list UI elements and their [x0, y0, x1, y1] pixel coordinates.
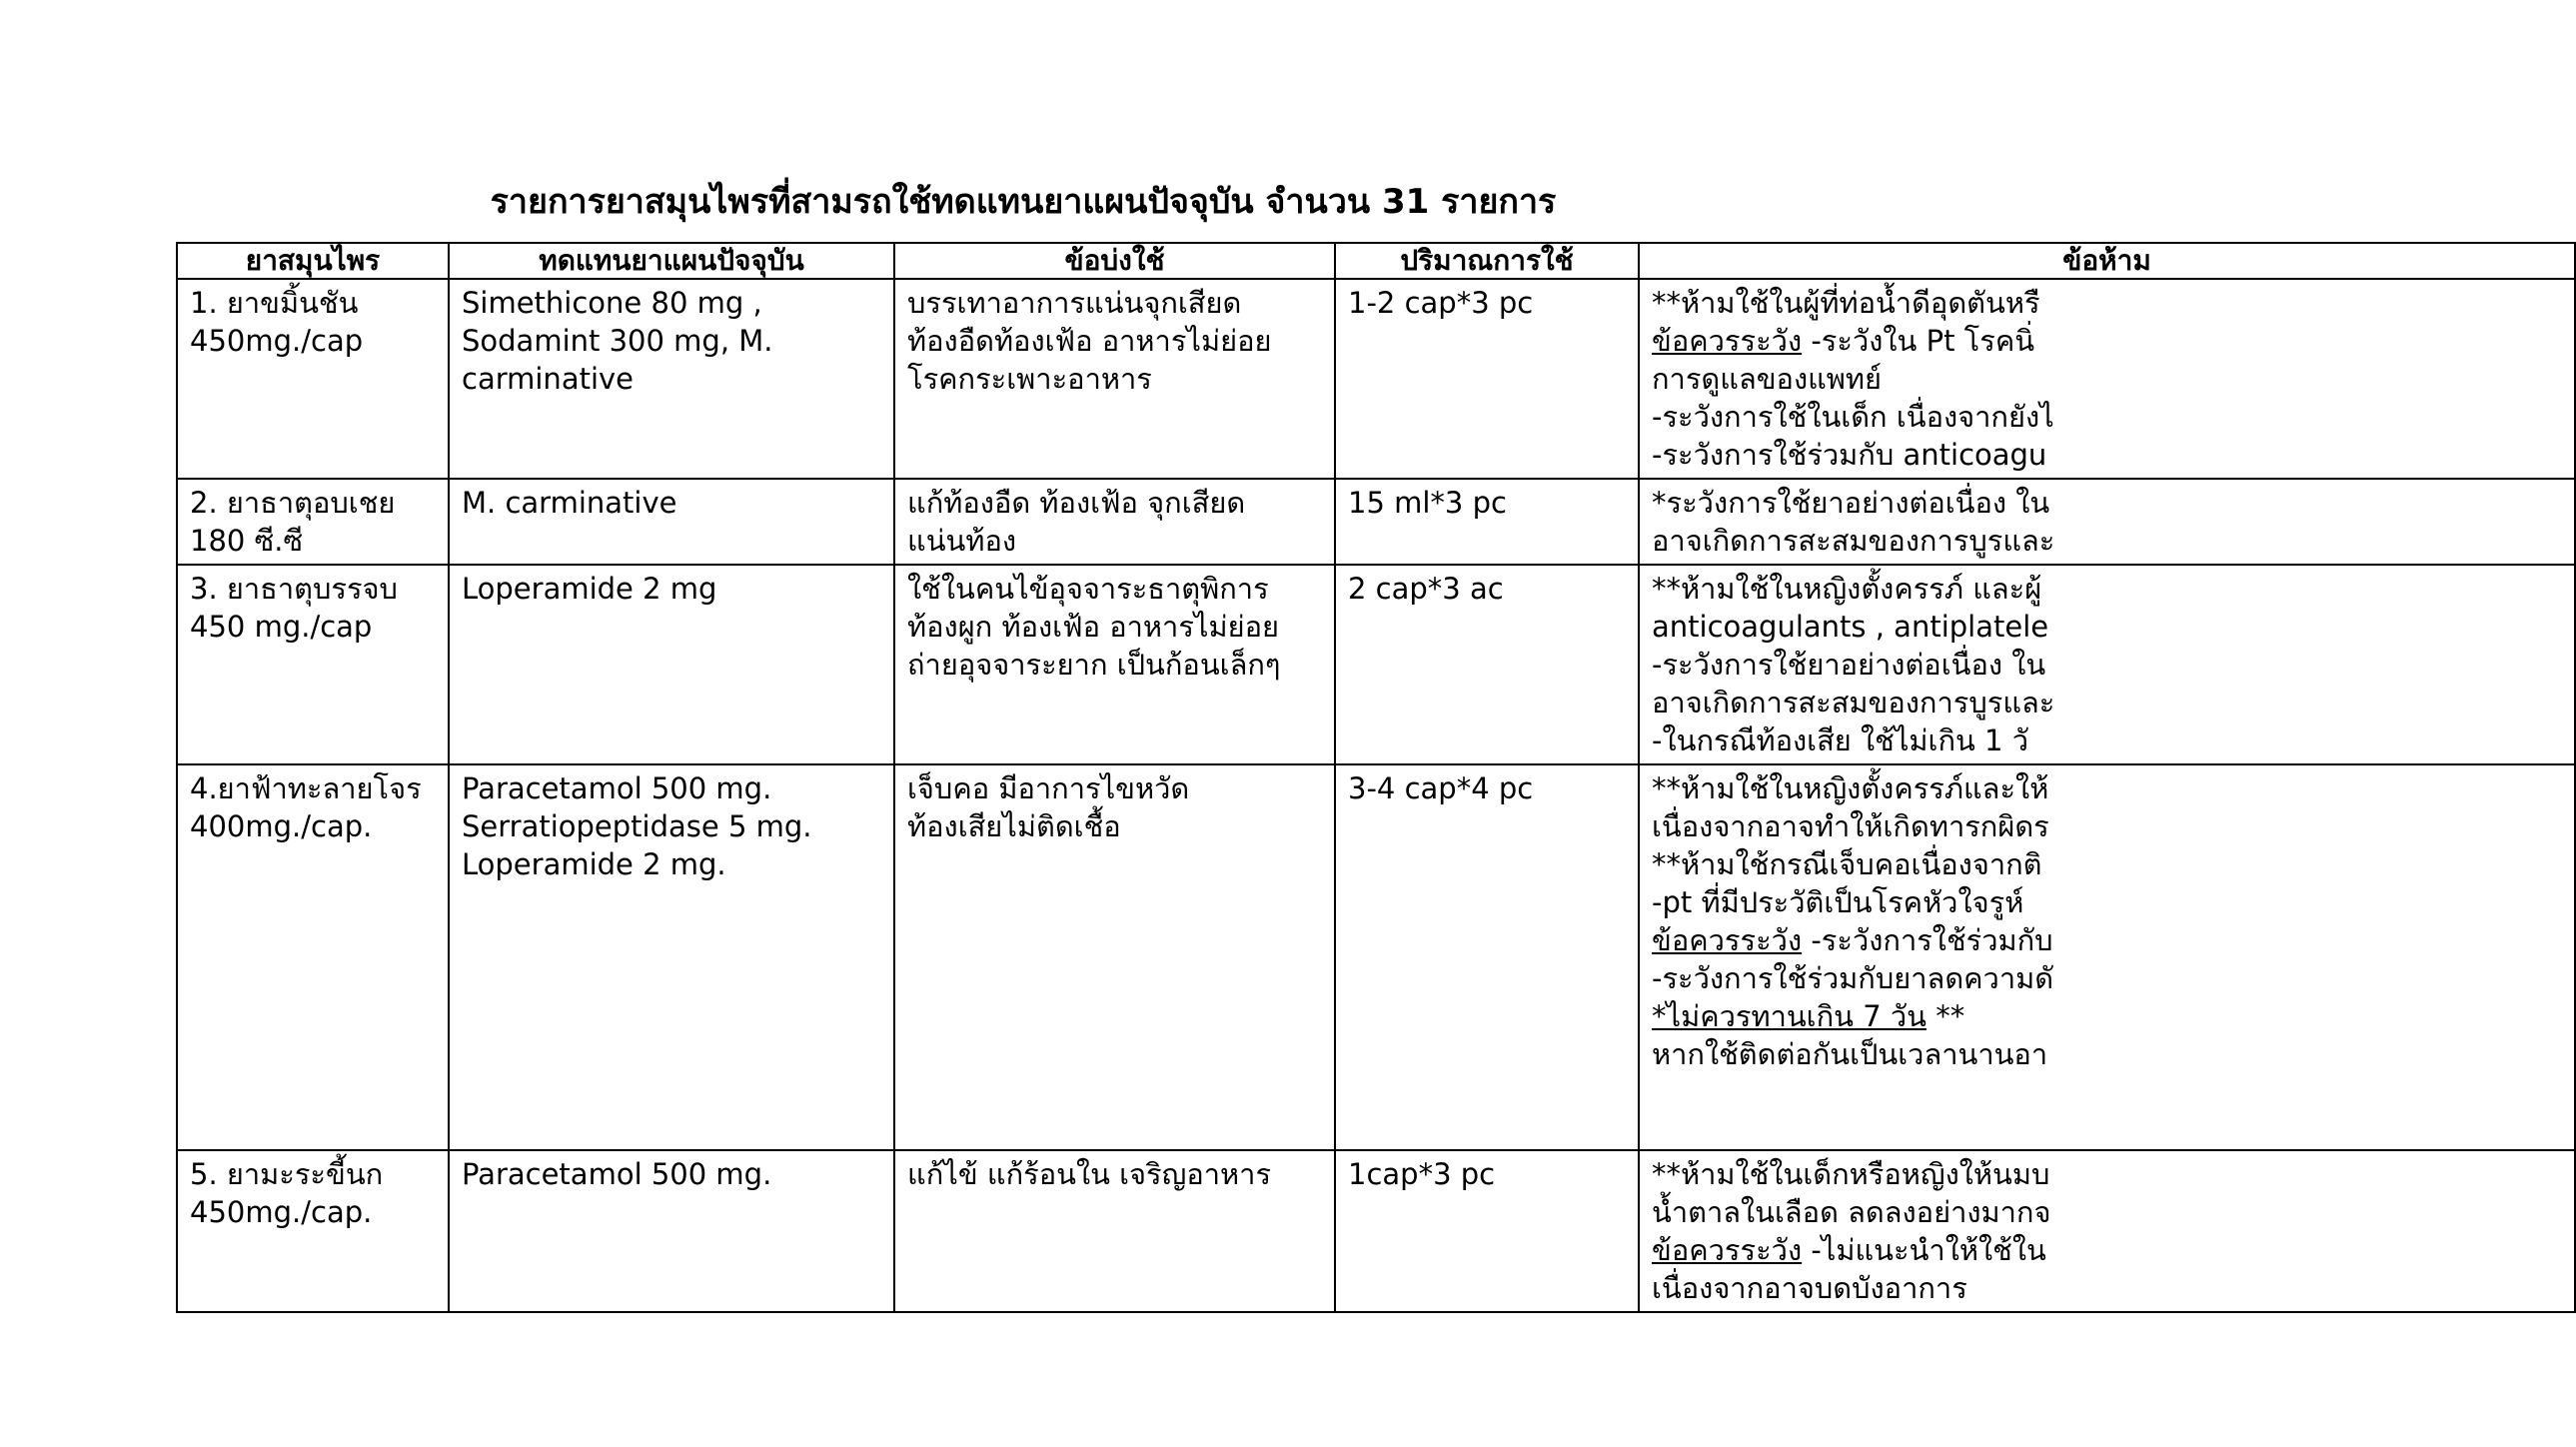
herb-cell-line: 400mg./cap.: [190, 809, 373, 843]
dosage-cell-line: 3-4 cap*4 pc: [1348, 771, 1534, 805]
indication-cell-line: ท้องผูก ท้องเฟ้อ อาหารไม่ย่อย: [907, 610, 1280, 644]
contraindication-text: *ระวังการใช้ยาอย่างต่อเนื่อง ใน: [1652, 486, 2050, 520]
indication-cell-line: แก้ไข้ แก้ร้อนใน เจริญอาหาร: [907, 1157, 1272, 1191]
contraindication-line: [1652, 1035, 2562, 1073]
dosage-cell: [1335, 565, 1639, 764]
contraindication-text: -ในกรณีท้องเสีย ใช้ไม่เกิน 1 วั: [1652, 724, 2029, 757]
contraindication-text: การดูแลของแพทย์: [1652, 362, 1883, 396]
contraindication-cell: [1639, 1150, 2575, 1312]
contraindication-line: [1652, 608, 2562, 646]
contraindication-line: [1652, 646, 2562, 684]
header-indication: ข้อบ่งใช้: [894, 243, 1335, 279]
contraindication-line: [1652, 959, 2562, 997]
indication-cell-line: บรรเทาอาการแน่นจุกเสียด: [907, 286, 1242, 320]
contraindication-line: [1652, 398, 2562, 436]
table-row: [177, 1150, 2575, 1312]
herb-cell: [177, 1150, 449, 1312]
table-row: [177, 764, 2575, 1150]
contraindication-text: อาจเกิดการสะสมของการบูรและ: [1652, 686, 2055, 720]
herb-cell-line: 2. ยาธาตุอบเชย: [190, 486, 396, 520]
caution-label: *ไม่ควรทานเกิน 7 วัน: [1652, 999, 1927, 1033]
indication-cell: [894, 479, 1335, 565]
indication-cell-line: แน่นท้อง: [907, 524, 1017, 558]
herb-cell: [177, 279, 449, 479]
dosage-cell: [1335, 1150, 1639, 1312]
contraindication-line: [1652, 484, 2562, 522]
contraindication-line: [1652, 322, 2562, 360]
herb-cell: [177, 479, 449, 565]
herb-cell-line: 180 ซี.ซี: [190, 524, 304, 558]
table-header-row: [177, 243, 2575, 279]
indication-cell: [894, 565, 1335, 764]
contraindication-line: [1652, 436, 2562, 474]
herb-cell-line: 5. ยามะระขี้นก: [190, 1157, 384, 1191]
indication-cell: [894, 279, 1335, 479]
dosage-cell-line: 15 ml*3 pc: [1348, 486, 1507, 520]
contraindication-text: -ระวังการใช้ยาอย่างต่อเนื่อง ใน: [1652, 648, 2046, 682]
replacement-cell-line: Serratiopeptidase 5 mg.: [462, 809, 812, 843]
contraindication-text: **ห้ามใช้ในหญิงตั้งครรภ์และให้: [1652, 771, 2049, 805]
contraindication-text: น้ำตาลในเลือด ลดลงอย่างมากจ: [1652, 1195, 2051, 1229]
contraindication-line: [1652, 284, 2562, 322]
header-replacement: ทดแทนยาแผนปัจจุบัน: [449, 243, 894, 279]
contraindication-line: [1652, 883, 2562, 921]
contraindication-text: เนื่องจากอาจบดบังอาการ: [1652, 1271, 1967, 1305]
contraindication-line: [1652, 1269, 2562, 1307]
herb-cell-line: 1. ยาขมิ้นชัน: [190, 286, 359, 320]
contraindication-text: **ห้ามใช้กรณีเจ็บคอเนื่องจากติ: [1652, 847, 2042, 881]
table-row: [177, 279, 2575, 479]
herb-cell-line: 450mg./cap: [190, 324, 364, 358]
table-row: [177, 565, 2575, 764]
contraindication-text: -ระวังการใช้ร่วมกับยาลดความดั: [1652, 961, 2054, 995]
replacement-cell: [449, 565, 894, 764]
contraindication-text: อาจเกิดการสะสมของการบูรและ: [1652, 524, 2055, 558]
caution-label: ข้อควรระวัง: [1652, 324, 1803, 358]
dosage-cell: [1335, 479, 1639, 565]
contraindication-line: [1652, 845, 2562, 883]
caution-label: ข้อควรระวัง: [1652, 1233, 1803, 1267]
contraindication-text: -ระวังการใช้ร่วมกับ anticoagu: [1652, 438, 2047, 472]
contraindication-line: [1652, 1155, 2562, 1193]
dosage-cell: [1335, 764, 1639, 1150]
contraindication-cell: [1639, 764, 2575, 1150]
contraindication-line: [1652, 1231, 2562, 1269]
replacement-cell: [449, 279, 894, 479]
header-dosage: ปริมาณการใช้: [1335, 243, 1639, 279]
contraindication-line: [1652, 570, 2562, 608]
indication-cell-line: เจ็บคอ มีอาการไขหวัด: [907, 771, 1190, 805]
contraindication-line: [1652, 997, 2562, 1035]
replacement-cell: [449, 1150, 894, 1312]
replacement-cell-line: Paracetamol 500 mg.: [462, 1157, 772, 1191]
contraindication-text: หากใช้ติดต่อกันเป็นเวลานานอา: [1652, 1037, 2048, 1071]
caution-label: ข้อควรระวัง: [1652, 923, 1803, 957]
header-contraindication: ข้อห้าม: [1639, 243, 2575, 279]
contraindication-cell: [1639, 565, 2575, 764]
replacement-cell-line: Loperamide 2 mg: [462, 572, 717, 606]
contraindication-text: -ระวังใน Pt โรคนิ่: [1802, 324, 2035, 358]
table-body: [177, 279, 2575, 1312]
replacement-cell-line: M. carminative: [462, 486, 677, 520]
herb-cell-line: 4.ยาฟ้าทะลายโจร: [190, 771, 422, 805]
herb-cell-line: 450 mg./cap: [190, 610, 373, 644]
indication-cell-line: ท้องอืดท้องเฟ้อ อาหารไม่ย่อย: [907, 324, 1272, 358]
contraindication-text: **ห้ามใช้ในเด็กหรือหญิงให้นมบ: [1652, 1157, 2050, 1191]
contraindication-line: [1652, 921, 2562, 959]
replacement-cell: [449, 764, 894, 1150]
replacement-cell-line: carminative: [462, 362, 635, 396]
contraindication-line: [1652, 769, 2562, 807]
contraindication-text: -pt ที่มีประวัติเป็นโรคหัวใจรูห์: [1652, 885, 2024, 919]
contraindication-line: [1652, 807, 2562, 845]
contraindication-line: [1652, 1193, 2562, 1231]
contraindication-text: -ไม่แนะนำให้ใช้ใน: [1802, 1233, 2046, 1267]
indication-cell-line: แก้ท้องอืด ท้องเฟ้อ จุกเสียด: [907, 486, 1246, 520]
indication-cell: [894, 764, 1335, 1150]
dosage-cell: [1335, 279, 1639, 479]
herbal-drug-table: [176, 242, 2576, 1313]
contraindication-line: [1652, 684, 2562, 722]
herb-cell-line: 450mg./cap.: [190, 1195, 373, 1229]
herb-cell: [177, 565, 449, 764]
contraindication-text: -ระวังการใช้ร่วมกับ: [1802, 923, 2053, 957]
indication-cell-line: โรคกระเพาะอาหาร: [907, 362, 1152, 396]
contraindication-text: -ระวังการใช้ในเด็ก เนื่องจากยังไ: [1652, 400, 2054, 434]
indication-cell-line: ใช้ในคนไข้อุจจาระธาตุพิการ: [907, 572, 1269, 606]
replacement-cell-line: Paracetamol 500 mg.: [462, 771, 772, 805]
indication-cell-line: ถ่ายอุจจาระยาก เป็นก้อนเล็กๆ: [907, 648, 1281, 682]
page-title: รายการยาสมุนไพรที่สามรถใช้ทดแทนยาแผนปัจจุบัน จำนวน 31 รายการ: [490, 182, 1557, 222]
contraindication-line: [1652, 522, 2562, 560]
replacement-cell-line: Simethicone 80 mg ,: [462, 286, 762, 320]
replacement-cell: [449, 479, 894, 565]
contraindication-line: [1652, 360, 2562, 398]
contraindication-line: [1652, 722, 2562, 759]
indication-cell-line: ท้องเสียไม่ติดเชื้อ: [907, 809, 1121, 843]
contraindication-text: เนื่องจากอาจทำให้เกิดทารกผิดร: [1652, 809, 2049, 843]
contraindication-text: **: [1926, 999, 1965, 1033]
contraindication-cell: [1639, 279, 2575, 479]
table-container: [176, 242, 2151, 1305]
herb-cell-line: 3. ยาธาตุบรรจบ: [190, 572, 398, 606]
table-row: [177, 479, 2575, 565]
dosage-cell-line: 1-2 cap*3 pc: [1348, 286, 1534, 320]
contraindication-cell: [1639, 479, 2575, 565]
indication-cell: [894, 1150, 1335, 1312]
dosage-cell-line: 2 cap*3 ac: [1348, 572, 1504, 606]
replacement-cell-line: Sodamint 300 mg, M.: [462, 324, 773, 358]
herb-cell: [177, 764, 449, 1150]
dosage-cell-line: 1cap*3 pc: [1348, 1157, 1496, 1191]
contraindication-text: **ห้ามใช้ในหญิงตั้งครรภ์ และผู้: [1652, 572, 2042, 606]
header-herb: ยาสมุนไพร: [177, 243, 449, 279]
replacement-cell-line: Loperamide 2 mg.: [462, 847, 726, 881]
contraindication-text: anticoagulants , antiplatele: [1652, 610, 2049, 644]
contraindication-text: **ห้ามใช้ในผู้ที่ท่อน้ำดีอุดตันหรื: [1652, 286, 2040, 320]
